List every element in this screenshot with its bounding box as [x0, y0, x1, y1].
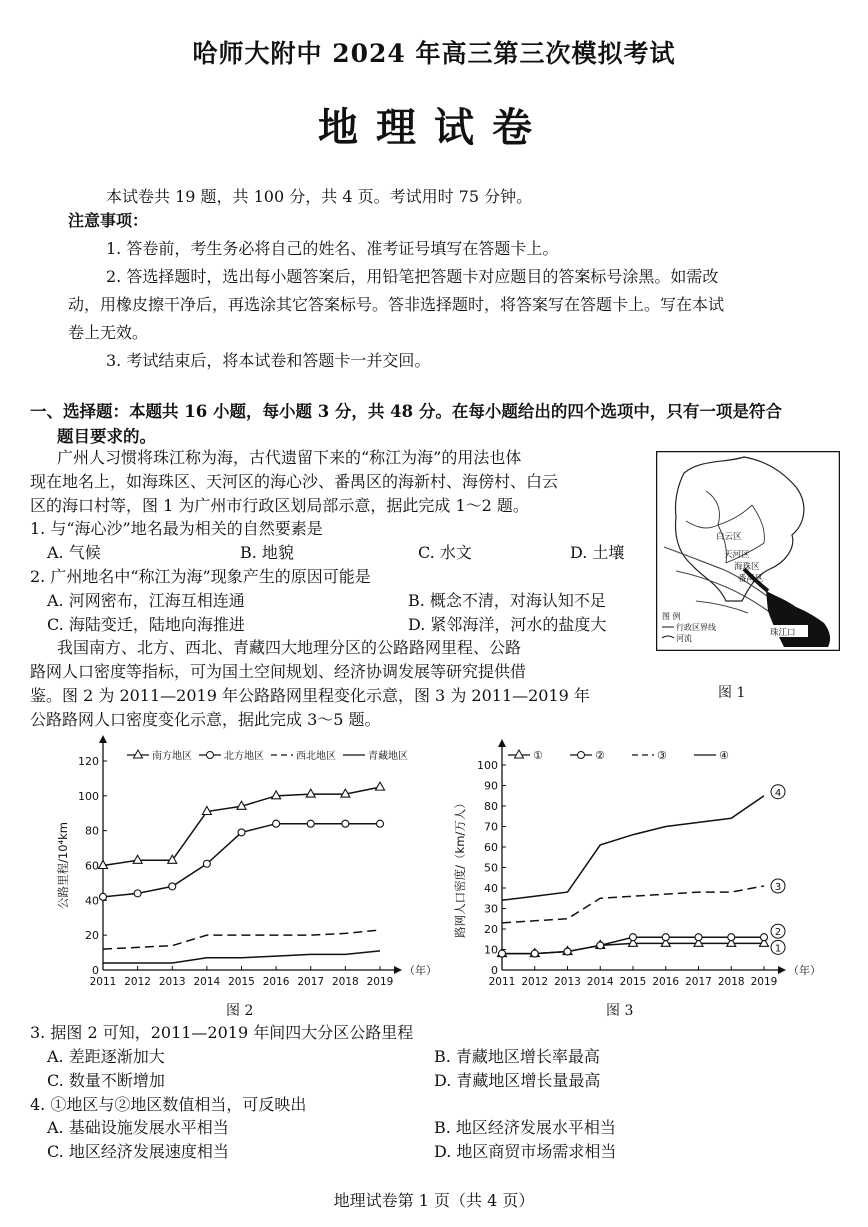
q2-stem: 2. 广州地名中“称江为海”现象产生的原因可能是 [30, 567, 371, 586]
q3-option-a: A. 差距逐渐加大 [47, 1047, 165, 1066]
legend-label: 南方地区 [152, 751, 192, 762]
q3-stem: 3. 据图 2 可知，2011—2019 年间四大分区公路里程 [30, 1023, 414, 1042]
legend-title: 图 例 [662, 612, 681, 621]
data-point [273, 820, 280, 827]
y-tick-label: 100 [477, 759, 498, 772]
data-point [272, 791, 281, 799]
data-point [100, 893, 107, 900]
legend-marker [134, 750, 143, 758]
data-point [169, 883, 176, 890]
q4-option-c: C. 地区经济发展速度相当 [47, 1142, 229, 1161]
legend-label: 北方地区 [224, 751, 264, 762]
legend-river: 河流 [676, 634, 692, 643]
passage2-line1: 我国南方、北方、西北、青藏四大地理分区的公路路网里程、公路 [57, 638, 522, 657]
section-heading: 一、选择题：本题共 16 小题，每小题 3 分，共 48 分。在每小题给出的四个选项中，只有一项是符合 [30, 402, 782, 421]
y-tick-label: 0 [92, 964, 99, 977]
q1-option-c: C. 水文 [418, 543, 472, 562]
series-end-label: 3 [774, 881, 782, 893]
q3-option-c: C. 数量不断增加 [47, 1071, 165, 1090]
y-tick-label: 90 [484, 779, 498, 793]
x-tick-label: 2016 [262, 976, 290, 988]
x-tick-label: 2012 [124, 976, 151, 988]
series-line [103, 951, 380, 963]
x-tick-label: 2014 [193, 976, 221, 988]
data-point [342, 820, 349, 827]
y-axis-arrow [99, 735, 107, 743]
x-axis-label: （年） [404, 964, 437, 977]
q2-option-c: C. 海陆变迁，陆地向海推进 [47, 615, 245, 634]
series-end-label: 4 [774, 787, 782, 799]
x-tick-label: 2014 [586, 976, 614, 988]
series-line [103, 787, 380, 865]
x-tick-label: 2011 [488, 976, 516, 988]
legend-label: 青藏地区 [368, 751, 408, 762]
q1-option-a: A. 气候 [47, 543, 101, 562]
data-point [597, 942, 604, 949]
y-tick-label: 100 [78, 789, 99, 803]
map-label-tianhe: 天河区 [724, 550, 750, 560]
passage1-line3: 区的海口村等，图 1 为广州市行政区划局部示意，据此完成 1～2 题。 [30, 496, 529, 515]
q4-stem: 4. ①地区与②地区数值相当，可反映出 [30, 1095, 307, 1114]
y-tick-label: 0 [491, 964, 498, 977]
legend-label: ④ [719, 749, 729, 762]
figure2-chart [55, 733, 445, 1023]
q3-option-d: D. 青藏地区增长量最高 [434, 1071, 601, 1090]
map-label-haizhu: 海珠区 [734, 562, 760, 572]
notice-3: 3. 考试结束后，将本试卷和答题卡一并交回。 [106, 351, 431, 370]
data-point [377, 820, 384, 827]
figure1-caption: 图 1 [718, 685, 746, 701]
data-point [695, 934, 702, 941]
q2-option-b: B. 概念不清，对海认知不足 [408, 591, 606, 610]
y-tick-label: 120 [78, 755, 99, 768]
data-point [238, 829, 245, 836]
x-axis-arrow [394, 966, 402, 974]
series-line [502, 886, 764, 923]
passage2-line2: 路网人口密度等指标，可为国土空间规划、经济协调发展等研究提供借 [30, 662, 527, 681]
data-point [761, 934, 768, 941]
legend-label: ③ [657, 749, 667, 762]
x-axis-label: （年） [788, 964, 821, 977]
q2-option-d: D. 紧邻海洋，河水的盐度大 [408, 615, 607, 634]
y-tick-label: 60 [85, 859, 99, 873]
legend-marker [207, 752, 214, 759]
data-point [531, 950, 538, 957]
notice-2a: 2. 答选择题时，选出每小题答案后，用铅笔把答题卡对应题目的答案标号涂黑。如需改 [106, 267, 719, 286]
series-line [502, 796, 764, 901]
subject-title: 地理试卷 [318, 104, 550, 151]
series-line [103, 930, 380, 949]
y-tick-label: 80 [484, 800, 498, 813]
y-axis-arrow [498, 739, 506, 747]
x-tick-label: 2013 [158, 976, 186, 988]
legend-label: ② [595, 749, 605, 762]
section-heading-cont: 题目要求的。 [57, 427, 156, 446]
q1-option-b: B. 地貌 [240, 543, 294, 562]
page-footer: 地理试卷第 1 页（共 4 页） [333, 1191, 535, 1210]
x-tick-label: 2018 [332, 976, 359, 988]
q4-option-a: A. 基础设施发展水平相当 [47, 1118, 229, 1137]
data-point [203, 860, 210, 867]
notice-2b: 动，用橡皮擦干净后，再选涂其它答案标号。答非选择题时，将答案写在答题卡上。写在本试 [68, 295, 725, 314]
data-point [307, 820, 314, 827]
q2-option-a: A. 河网密布，江海互相连通 [47, 591, 245, 610]
notice-title: 注意事项： [68, 211, 149, 230]
x-tick-label: 2017 [685, 976, 712, 988]
y-tick-label: 40 [484, 882, 498, 895]
passage2-line3: 鉴。图 2 为 2011—2019 年公路路网里程变化示意，图 3 为 2011—2019 年 [30, 686, 590, 705]
notice-1: 1. 答卷前，考生务必将自己的姓名、准考证号填写在答题卡上。 [106, 239, 559, 258]
y-axis-label: 公路里程/10⁴km [56, 822, 70, 909]
data-point [306, 789, 315, 797]
y-tick-label: 80 [85, 824, 99, 838]
legend-boundary: 行政区界线 [676, 623, 716, 632]
x-tick-label: 2011 [89, 976, 117, 988]
data-point [564, 948, 571, 955]
figure2-caption: 图 2 [226, 1003, 254, 1019]
y-tick-label: 20 [85, 929, 99, 943]
exam-title: 哈师大附中 2024 年高三第三次模拟考试 [192, 39, 676, 68]
map-label-baiyun: 白云区 [716, 532, 742, 542]
data-point [134, 890, 141, 897]
data-point [499, 950, 506, 957]
y-tick-label: 10 [484, 943, 498, 957]
figure3-chart [452, 733, 852, 1023]
x-tick-label: 2016 [652, 976, 680, 988]
figure3-caption: 图 3 [606, 1003, 634, 1019]
x-tick-label: 2015 [228, 976, 255, 988]
map-label-zhujiangkou: 珠江口 [770, 628, 796, 638]
data-point [376, 782, 385, 790]
y-tick-label: 30 [484, 902, 498, 916]
notice-2c: 卷上无效。 [68, 323, 149, 342]
y-tick-label: 20 [484, 923, 498, 936]
x-tick-label: 2019 [366, 976, 394, 988]
data-point [728, 934, 735, 941]
y-tick-label: 50 [484, 861, 498, 875]
data-point [630, 934, 637, 941]
data-point [133, 855, 142, 863]
y-tick-label: 60 [484, 841, 498, 854]
passage1-line2: 现在地名上，如海珠区、天河区的海心沙、番禺区的海新村、海傍村、白云 [30, 472, 559, 491]
guangzhou-map [656, 451, 840, 651]
x-tick-label: 2019 [750, 976, 778, 988]
legend-marker [515, 750, 524, 758]
x-tick-label: 2015 [619, 976, 647, 988]
q4-option-b: B. 地区经济发展水平相当 [434, 1118, 616, 1137]
x-tick-label: 2017 [297, 976, 325, 988]
x-tick-label: 2013 [554, 976, 581, 988]
exam-summary: 本试卷共 19 题，共 100 分，共 4 页。考试用时 75 分钟。 [106, 187, 533, 206]
q1-stem: 1. 与“海心沙”地名最为相关的自然要素是 [30, 519, 323, 538]
map-label-panyu: 番禺区 [738, 574, 764, 584]
legend-marker [578, 752, 585, 759]
series-end-label: 2 [774, 927, 782, 939]
x-tick-label: 2012 [521, 976, 549, 988]
series-end-label: 1 [774, 943, 782, 955]
x-tick-label: 2018 [717, 976, 745, 988]
q4-option-d: D. 地区商贸市场需求相当 [434, 1142, 617, 1161]
y-axis-label: 路网人口密度/（km/万人） [453, 797, 467, 938]
x-axis-arrow [778, 966, 786, 974]
legend-label: 西北地区 [296, 751, 336, 762]
legend-label: ① [533, 749, 543, 762]
q1-option-d: D. 土壤 [570, 543, 625, 562]
data-point [662, 934, 669, 941]
q3-option-b: B. 青藏地区增长率最高 [434, 1047, 600, 1066]
y-tick-label: 70 [484, 820, 498, 834]
y-tick-label: 40 [85, 894, 99, 908]
passage1-line1: 广州人习惯将珠江称为海，古代遗留下来的“称江为海”的用法也体 [57, 448, 522, 467]
passage2-line4: 公路路网人口密度变化示意，据此完成 3～5 题。 [30, 710, 381, 729]
